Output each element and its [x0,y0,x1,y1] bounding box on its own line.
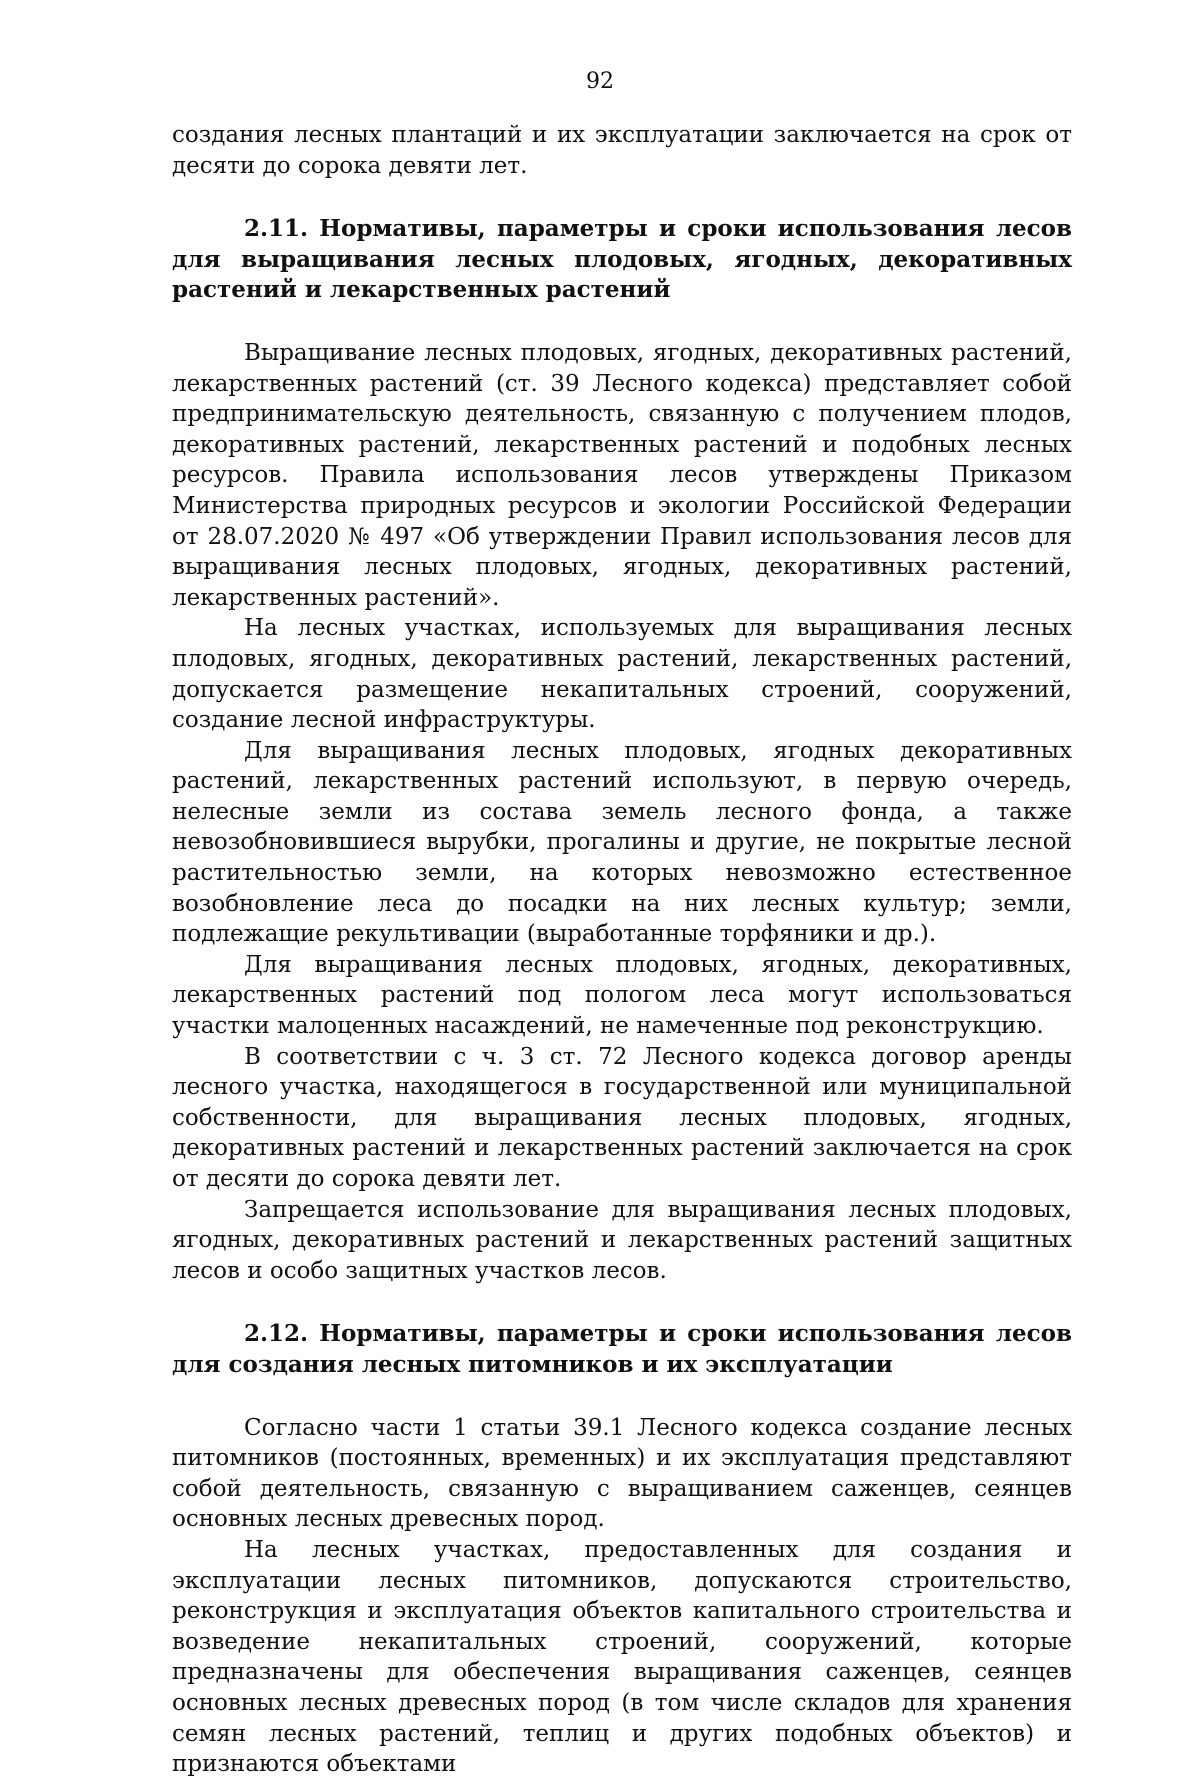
spacer [172,306,1072,338]
section-2-11-paragraph: В соответствии с ч. 3 ст. 72 Лесного кодекса договор аренды лесного участка, находящегося в государственной или муниципальной собственности, для выращивания лесных плодовых, ягодных, декоративных растений и лекарственных растений заключается на срок от десяти до сорока девяти лет. [172,1043,1072,1192]
section-2-11-paragraph: Для выращивания лесных плодовых, ягодных, декоративных, лекарственных растений под пологом леса могут использоваться участки малоценных насаждений, не намеченные под реконструкцию. [172,951,1072,1040]
spacer [172,1381,1072,1413]
section-heading-2-12: 2.12. Нормативы, параметры и сроки использования лесов для создания лесных питомников и их эксплуатации [172,1320,1072,1378]
spacer [172,1286,1072,1319]
section-2-11-paragraph: Выращивание лесных плодовых, ягодных, декоративных растений, лекарственных растений (ст. 39 Лесного кодекса) представляет собой предпринимательскую деятельность, связанную с получением плодов, декоративных растений, лекарственных растений и подобных лесных ресурсов. Правила использования лесов утверждены Приказом Министерства природных ресурсов и экологии Российской Федерации от 28.07.2020 № 497 «Об утверждении Правил использования лесов для выращивания лесных плодовых, ягодных, декоративных растений, лекарственных растений». [172,339,1072,611]
section-2-11-paragraph: На лесных участках, используемых для выращивания лесных плодовых, ягодных, декоративных растений, лекарственных растений, допускается размещение некапитальных строений, сооружений, создание лесной инфраструктуры. [172,615,1072,734]
section-heading-2-11: 2.11. Нормативы, параметры и сроки использования лесов для выращивания лесных плодовых, ягодных, декоративных растений и лекарственных растений [172,215,1072,304]
section-2-11-paragraph: Запрещается использование для выращивания лесных плодовых, ягодных, декоративных растений и лекарственных растений защитных лесов и особо защитных участков лесов. [172,1196,1072,1284]
intro-paragraph: создания лесных плантаций и их эксплуатации заключается на срок от десяти до сорока девяти лет. [172,122,1072,179]
page-content [172,120,1072,1780]
page-number: 92 [586,69,614,94]
section-2-11-paragraph: Для выращивания лесных плодовых, ягодных декоративных растений, лекарственных растений используют, в первую очередь, нелесные земли из состава земель лесного фонда, а также невозобновившиеся вырубки, прогалины и другие, не покрытые лесной растительностью земли, на которых невозможно естественное возобновление леса до посадки на них лесных культур; земли, подлежащие рекультивации (выработанные торфяники и др.). [172,737,1072,948]
spacer [172,181,1072,214]
section-2-12-paragraph: На лесных участках, предоставленных для создания и эксплуатации лесных питомников, допускаются строительство, реконструкция и эксплуатация объектов капитального строительства и возведение некапитальных строений, сооружений, которые предназначены для обеспечения выращивания саженцев, сеянцев основных лесных древесных пород (в том числе складов для хранения семян лесных растений, теплиц и других подобных объектов) и признаются объектами [172,1536,1072,1778]
section-2-12-paragraph: Согласно части 1 статьи 39.1 Лесного кодекса создание лесных питомников (постоянных, временных) и их эксплуатация представляют собой деятельность, связанную с выращиванием саженцев, сеянцев основных лесных древесных пород. [172,1414,1072,1533]
